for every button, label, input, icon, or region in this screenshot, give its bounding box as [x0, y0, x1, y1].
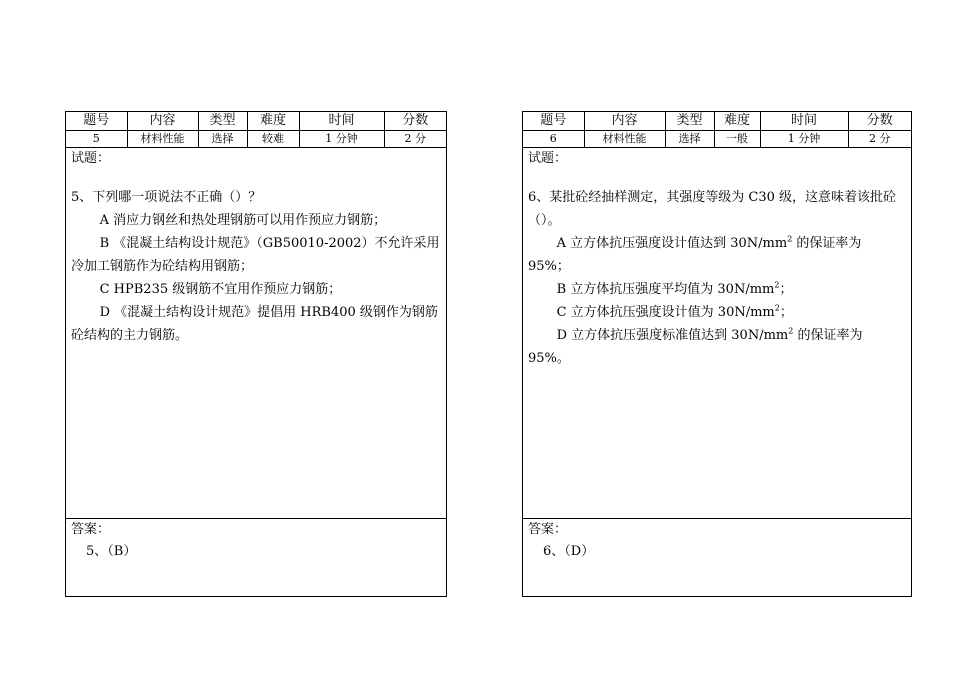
meta-value-row	[523, 131, 911, 148]
question-card-6	[522, 111, 912, 597]
answer-section	[523, 519, 911, 596]
question-section	[523, 148, 911, 519]
option-b: B 《混凝土结构设计规范》（GB50010-2002）不允许采用冷加工钢筋作为砼结构用钢筋；	[71, 236, 440, 274]
option-b-superscript: 2	[774, 280, 780, 290]
header-number: 题号	[66, 112, 127, 131]
option-c-suffix: ；	[779, 305, 793, 320]
option-d	[528, 324, 907, 370]
value-number: 6	[523, 131, 584, 148]
option-d-suffix: 的保证率为 95%。	[528, 328, 863, 366]
answer-section	[66, 519, 446, 596]
option-d-superscript: 2	[788, 326, 794, 336]
value-difficulty: 一般	[714, 131, 760, 148]
meta-header-row	[66, 112, 446, 131]
question-stem: 5、下列哪一项说法不正确（）？	[71, 190, 262, 205]
value-content: 材料性能	[127, 131, 198, 148]
header-content: 内容	[584, 112, 665, 131]
answer-label: 答案：	[528, 522, 568, 537]
question-stem: 6、某批砼经抽样测定，其强度等级为 C30 级，这意味着该批砼（）。	[528, 190, 897, 228]
option-c-superscript: 2	[774, 303, 780, 313]
answer-value: 5、（B）	[86, 544, 137, 559]
value-score: 2 分	[384, 131, 446, 148]
value-content: 材料性能	[584, 131, 665, 148]
value-score: 2 分	[848, 131, 911, 148]
value-number: 5	[66, 131, 127, 148]
value-type: 选择	[198, 131, 247, 148]
header-time: 时间	[299, 112, 384, 131]
meta-table	[523, 112, 911, 148]
answer-label: 答案：	[71, 522, 111, 537]
question-label: 试题：	[528, 151, 568, 166]
header-content: 内容	[127, 112, 198, 131]
meta-table	[66, 112, 446, 148]
header-score: 分数	[384, 112, 446, 131]
value-type: 选择	[665, 131, 714, 148]
option-a-suffix: 的保证率为 95%；	[528, 236, 862, 274]
header-difficulty: 难度	[247, 112, 299, 131]
option-a: A 消应力钢丝和热处理钢筋可以用作预应力钢筋；	[99, 213, 387, 228]
option-a-superscript: 2	[787, 234, 793, 244]
option-c	[528, 301, 907, 324]
value-time: 1 分钟	[299, 131, 384, 148]
option-b-suffix: ；	[779, 282, 793, 297]
header-type: 类型	[198, 112, 247, 131]
option-a-text: A 立方体抗压强度设计值达到 30N/mm	[556, 236, 788, 251]
option-a	[528, 232, 907, 278]
header-difficulty: 难度	[714, 112, 760, 131]
question-section	[66, 148, 446, 519]
option-b	[528, 278, 907, 301]
meta-header-row	[523, 112, 911, 131]
option-c-text: C 立方体抗压强度设计值为 30N/mm	[556, 305, 775, 320]
header-type: 类型	[665, 112, 714, 131]
option-d: D 《混凝土结构设计规范》提倡用 HRB400 级钢作为钢筋砼结构的主力钢筋。	[71, 305, 438, 343]
header-number: 题号	[523, 112, 584, 131]
value-difficulty: 较难	[247, 131, 299, 148]
question-label: 试题：	[71, 151, 111, 166]
option-d-text: D 立方体抗压强度标准值达到 30N/mm	[556, 328, 789, 343]
value-time: 1 分钟	[760, 131, 848, 148]
header-score: 分数	[848, 112, 911, 131]
header-time: 时间	[760, 112, 848, 131]
meta-value-row	[66, 131, 446, 148]
option-c: C HPB235 级钢筋不宜用作预应力钢筋；	[99, 282, 342, 297]
option-b-text: B 立方体抗压强度平均值为 30N/mm	[556, 282, 775, 297]
question-card-5	[65, 111, 447, 597]
answer-value: 6、（D）	[543, 544, 595, 559]
